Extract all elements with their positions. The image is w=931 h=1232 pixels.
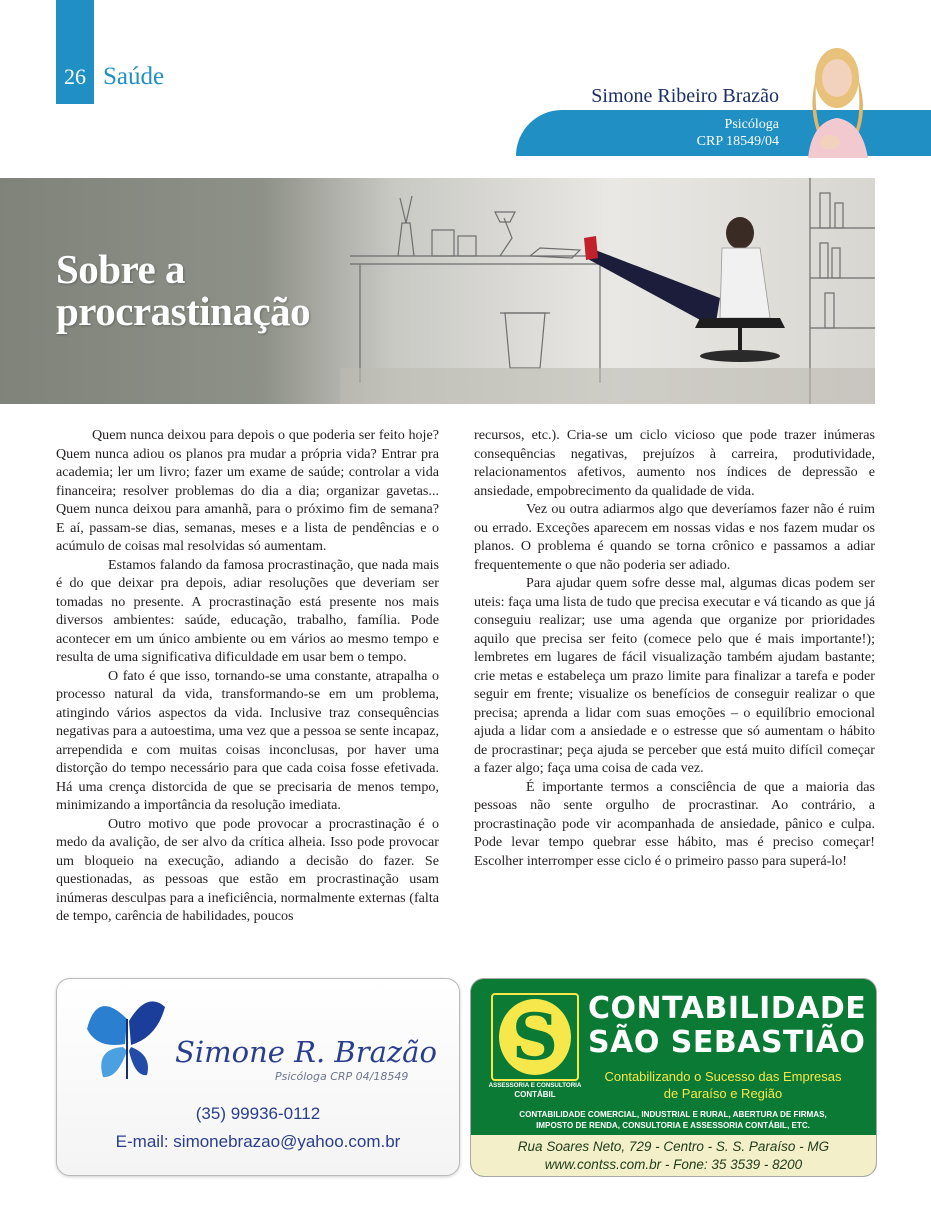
article-paragraph: Outro motivo que pode provocar a procrastinação é o medo da avalição, de ser alvo da crítica alheia. Isso pode provocar um bloqueio na execução, adiando a decisão do fazer. Se questionadas, as pessoas que estão em procrastinação usam inúmeras desculpas para a ineficiência, normalmente externas (falta de tempo, carência de habilidades, poucos xyxy=(56,815,439,924)
slogan-line-2: de Paraíso e Região xyxy=(663,1086,783,1101)
s-logo-icon xyxy=(493,995,577,1079)
logo-letter: S xyxy=(511,1000,559,1075)
company-address: Rua Soares Neto, 729 - Centro - S. S. Paraíso - MG xyxy=(517,1139,830,1154)
services-line-1: CONTABILIDADE COMERCIAL, INDUSTRIAL E RURAL, ABERTURA DE FIRMAS, xyxy=(519,1110,827,1119)
ad-email: E-mail: simonebrazao@yahoo.com.br xyxy=(115,1132,401,1151)
article-column-left xyxy=(56,426,439,926)
author-role: Psicóloga xyxy=(724,117,779,132)
company-web-phone: www.contss.com.br - Fone: 35 3539 - 8200 xyxy=(544,1157,803,1172)
article-paragraph: recursos, etc.). Cria-se um ciclo vicioso que pode trazer inúmeras consequências negativas, prejuízos à carreira, produtividade, relacionamentos afetivos, aumento nos índices de depressão e ansiedade, empobrecimento da qualidade de vida. xyxy=(474,427,875,499)
article-title xyxy=(56,248,356,332)
butterfly-logo-icon xyxy=(77,989,177,1089)
slogan-line-1: Contabilizando o Sucesso das Empresas xyxy=(604,1069,842,1084)
services-line-2: IMPOSTO DE RENDA, CONSULTORIA E ASSESSORIA CONTÁBIL, ETC. xyxy=(536,1121,810,1130)
company-name-line-1: CONTABILIDADE xyxy=(588,991,867,1026)
contabilidade-logo xyxy=(491,993,579,1081)
article-title-line-1: Sobre a xyxy=(56,246,186,292)
article-paragraph: Estamos falando da famosa procrastinação, que nada mais é do que deixar pra depois, adiar resoluções que deveriam ser tomadas no presente. A procrastinação está presente nos mais diversos ambientes: saúde, educação, trabalho, família. Pode acontecer em um único ambiente ou em vários ao mesmo tempo e resulta de uma significativa dificuldade em usar bem o tempo. xyxy=(56,556,439,665)
article-paragraph: O fato é que isso, tornando-se uma constante, atrapalha o processo natural da vida, transformando-se em um problema, atingindo vários aspectos da vida. Inclusive traz consequências negativas para a autoestima, uma vez que a pessoa se sente incapaz, arrependida e com muitas coisas inconclusas, por haver uma distorção do tempo necessário para que cada coisa fosse efetivada. Há uma crença distorcida de que se precisaria de menos tempo, minimizando a importância da resolução imediata. xyxy=(56,667,439,813)
ad-simone-brazao xyxy=(56,978,460,1176)
company-slogan xyxy=(588,1068,858,1102)
author-name: Simone Ribeiro Brazão xyxy=(591,85,779,107)
company-services xyxy=(477,1109,869,1131)
article-paragraph: É importante termos a consciência de que a maioria das pessoas não sente orgulho de procrastinar. Ao contrário, a procrastinação pode vir acompanhada de ansiedade, pânico e culpa. Pode levar tempo quebrar esse hábito, mas é preciso começar! Escolher interromper esse ciclo é o primeiro passo para superá-lo! xyxy=(474,778,875,869)
page-number: 26 xyxy=(64,64,86,89)
author-credentials xyxy=(697,116,779,150)
article-paragraph: Vez ou outra adiarmos algo que deveríamos fazer não é ruim ou errado. Exceções aparecem em nossas vidas e nos fazem mudar os planos. O problema é quando se torna crônico e passamos a adiar frequentemente o que não poderia ser adiado. xyxy=(474,501,875,573)
ad-brand-subtitle: Psicóloga CRP 04/18549 xyxy=(275,1070,409,1083)
hero-banner xyxy=(0,178,875,404)
ad-contabilidade xyxy=(470,978,877,1177)
article-title-line-2: procrastinação xyxy=(56,288,311,334)
article-column-right xyxy=(474,426,875,870)
author-photo xyxy=(796,38,878,158)
ad-phone: (35) 99936-0112 xyxy=(195,1104,321,1123)
logo-caption-1: ASSESSORIA E CONSULTORIA xyxy=(488,1082,582,1089)
hero-illustration xyxy=(340,178,875,404)
author-crp: CRP 18549/04 xyxy=(696,134,779,149)
article-paragraph: Quem nunca deixou para depois o que poderia ser feito hoje? Quem nunca adiou os planos pra mudar a própria vida? Entrar pra academia; ler um livro; fazer um exame de saúde; controlar a vida financeira; resolver problemas do dia a dia; organizar gavetas... Quem nunca deixou para amanhã, para o próximo fim de semana? E aí, passam-se dias, semanas, meses e a lista de pendências e o acúmulo de coisas mal resolvidas só aumentam. xyxy=(56,427,439,554)
section-title: Saúde xyxy=(103,63,165,90)
logo-caption-2: CONTÁBIL xyxy=(514,1090,556,1099)
ad-brand-name: Simone R. Brazão xyxy=(175,1035,437,1069)
company-name-line-2: SÃO SEBASTIÃO xyxy=(588,1025,866,1060)
article-paragraph: Para ajudar quem sofre desse mal, algumas dicas podem ser uteis: faça uma lista de tudo que precisa executar e vá ticando as que já conseguiu realizar; use uma agenda que organize por prioridades aquilo que precisa ser feito (comece pelo que é mais importante!); lembretes em lugares de fácil visualização também ajudam bastante; crie metas e estabeleça um prazo limite para finalizar a tarefa e poder seguir em frente; visualize os benefícios de conseguir realizar o que precisa; aprenda a lidar com suas emoções – o equilíbrio emocional ajuda a lidar com a ansiedade e o estresse que só aumentam o hábito de procrastinar; peça ajuda se perceber que está muito difícil começar a fazer algo; faça uma coisa de cada vez. xyxy=(474,575,875,776)
